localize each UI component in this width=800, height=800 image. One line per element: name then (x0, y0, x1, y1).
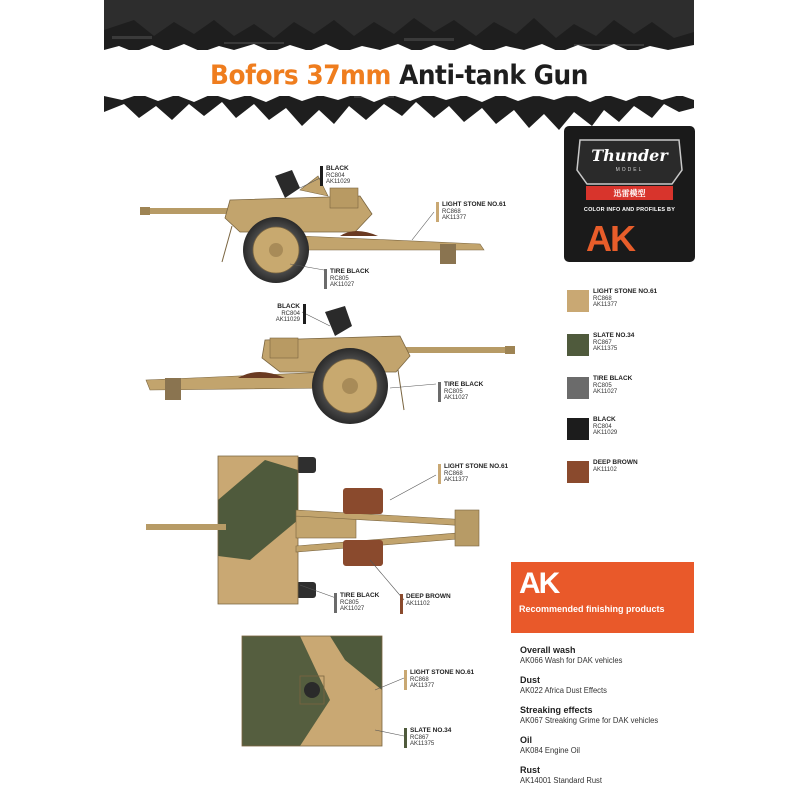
recommended-products-list (520, 645, 790, 795)
swatch-label: SLATE NO.34 RC867 AK11375 (593, 332, 635, 352)
swatch-label: TIRE BLACK RC805 AK11027 (593, 375, 633, 395)
credit-text: COLOR INFO AND PROFILES BY (583, 207, 676, 213)
ak-logo: AK (586, 218, 634, 259)
swatch-label: BLACK RC804 AK11029 (593, 416, 618, 436)
top-view (146, 456, 479, 604)
list-item: Streaking effects AK067 Streaking Grime for DAK vehicles (520, 705, 659, 725)
title-part-2: Anti-tank Gun (399, 60, 588, 91)
recommended-panel (511, 562, 694, 633)
side-view-right (146, 306, 515, 424)
recommended-title: Recommended finishing products (519, 604, 665, 614)
thunder-logo-text: Thunder (591, 146, 668, 165)
thunder-logo-cjk: 迅雷模型 (613, 189, 646, 198)
swatch-label: LIGHT STONE NO.61 RC868 AK11377 (593, 288, 658, 308)
thunder-logo-sub: MODEL (615, 167, 644, 173)
swatch-label: DEEP BROWN AK11102 (593, 459, 638, 473)
list-item: Oil AK084 Engine Oil (520, 735, 580, 755)
list-item: Dust AK022 Africa Dust Effects (520, 675, 607, 695)
side-view-left (140, 170, 484, 283)
list-item: Overall wash AK066 Wash for DAK vehicles (520, 645, 623, 665)
ak-logo-recommended: AK (519, 567, 559, 600)
title-part-1: Bofors 37mm (210, 60, 391, 91)
front-view (242, 636, 382, 746)
list-item: Rust AK14001 Standard Rust (520, 765, 602, 785)
